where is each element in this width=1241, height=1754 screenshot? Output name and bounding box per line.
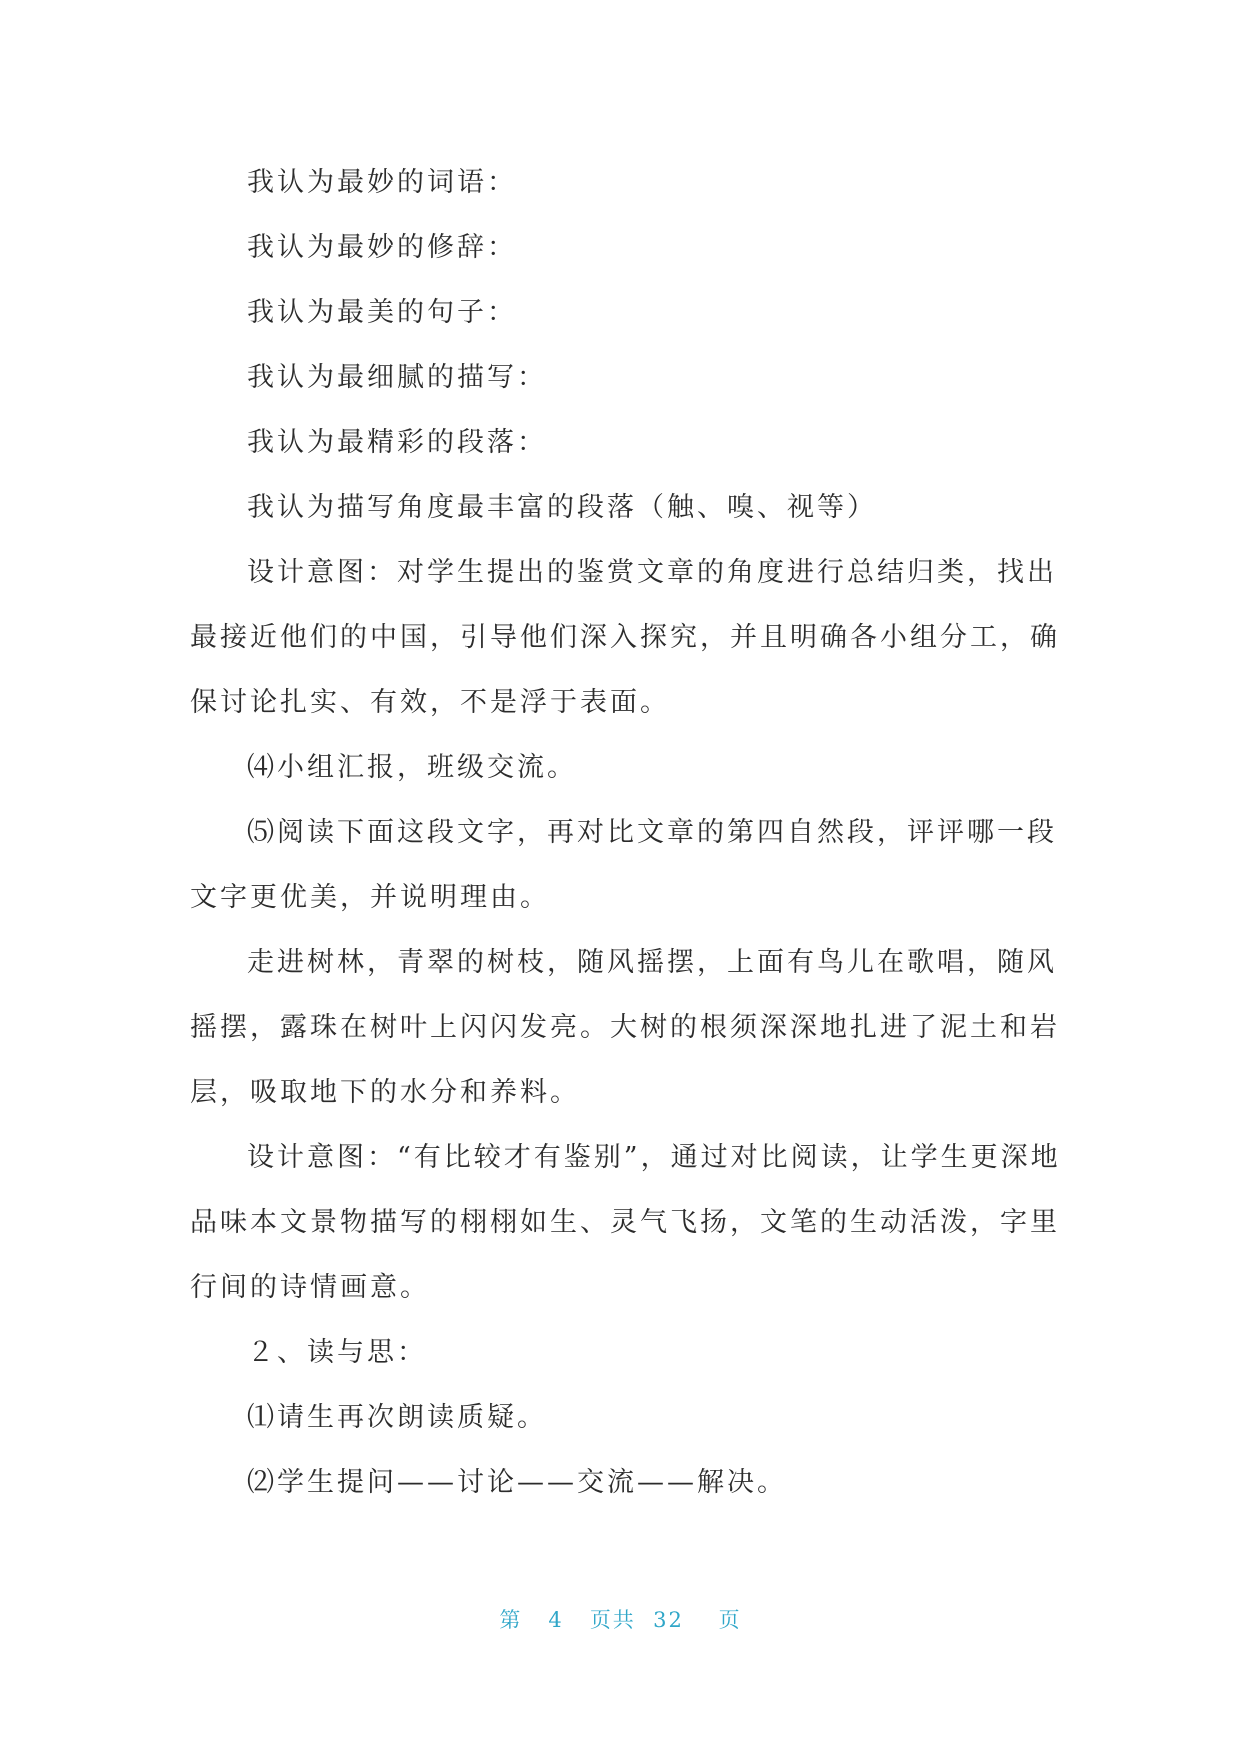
text-line: 我认为最妙的修辞： xyxy=(247,232,517,263)
text-line: 文字更优美，并说明理由。 xyxy=(190,882,550,913)
text-line: ⑷小组汇报，班级交流。 xyxy=(247,752,577,783)
footer-current-page: 4 xyxy=(548,1608,564,1632)
text-line: 我认为最精彩的段落： xyxy=(247,427,547,458)
text-line: ⑴请生再次朗读质疑。 xyxy=(247,1402,547,1433)
text-line: 设计意图：对学生提出的鉴赏文章的角度进行总结归类，找出 xyxy=(247,557,1057,588)
text-line: 品味本文景物描写的栩栩如生、灵气飞扬，文笔的生动活泼，字里 xyxy=(190,1207,1060,1238)
text-line: 摇摆，露珠在树叶上闪闪发亮。大树的根须深深地扎进了泥土和岩 xyxy=(190,1012,1060,1043)
footer-total-pages: 32 xyxy=(653,1608,684,1632)
text-line: 设计意图：“有比较才有鉴别”，通过对比阅读，让学生更深地 xyxy=(247,1142,1061,1173)
text-line: 最接近他们的中国，引导他们深入探究，并且明确各小组分工，确 xyxy=(190,622,1060,653)
text-line: 保讨论扎实、有效，不是浮于表面。 xyxy=(190,687,670,718)
footer-prefix: 第 xyxy=(499,1608,523,1632)
footer-suffix: 页 xyxy=(718,1608,742,1632)
text-line: 行间的诗情画意。 xyxy=(190,1272,430,1303)
text-line: 我认为描写角度最丰富的段落（触、嗅、视等） xyxy=(247,492,877,523)
text-line: 我认为最美的句子： xyxy=(247,297,517,328)
text-line: 层，吸取地下的水分和养料。 xyxy=(190,1077,580,1108)
page-footer xyxy=(0,1604,1241,1634)
text-line: 我认为最妙的词语： xyxy=(247,167,517,198)
text-line: 走进树林，青翠的树枝，随风摇摆，上面有鸟儿在歌唱，随风 xyxy=(247,947,1057,978)
text-line: ⑸阅读下面这段文字，再对比文章的第四自然段，评评哪一段 xyxy=(247,817,1057,848)
text-line: ２、读与思： xyxy=(247,1337,427,1368)
text-line: 我认为最细腻的描写： xyxy=(247,362,547,393)
text-line: ⑵学生提问——讨论——交流——解决。 xyxy=(247,1467,787,1498)
footer-middle: 页共 xyxy=(589,1608,636,1632)
